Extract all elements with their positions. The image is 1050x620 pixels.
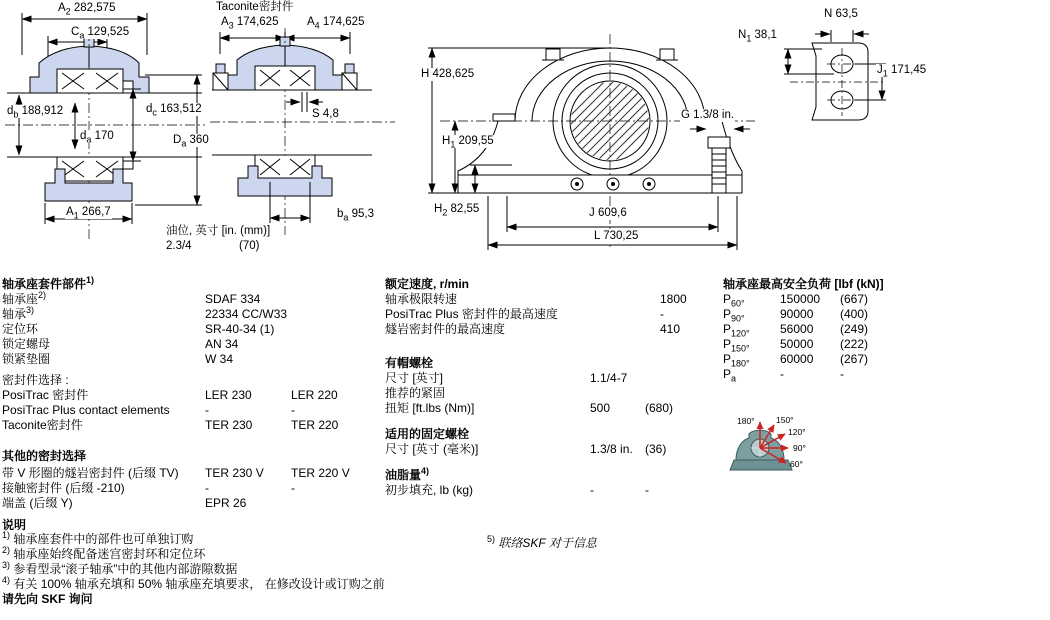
dim-a2: $A_2$ 282,575 xyxy=(58,2,116,17)
oil-level-inches: 2.3/4 xyxy=(166,240,192,252)
dim-ca: $C_a$ 129,525 xyxy=(71,26,130,41)
angle-label: 150° xyxy=(776,415,794,425)
footnote-5: $^{5)}$ 联络SKF 对于信息 xyxy=(487,534,597,550)
cap-bolt-rec-row: 推荐的紧固 xyxy=(385,386,446,400)
loads-header: 轴承座最高安全负荷 [lbf (kN)] xyxy=(723,277,884,291)
angle-label: 120° xyxy=(788,427,806,437)
load-row: $P_{180^\circ}$ 60000 (267) xyxy=(723,352,869,369)
speed-row: 轴承极限转速 1800 xyxy=(385,292,687,306)
load-row: $P_{90^\circ}$ 90000 (400) xyxy=(723,307,869,324)
note-item: $^{3)}$ 参看型录“滚子轴承”中的其他内部游隙数据 xyxy=(2,560,238,576)
dim-j: J 609,6 xyxy=(589,207,627,219)
dim-j1: $J_1$ 171,45 xyxy=(877,64,927,79)
oil-level-mm: (70) xyxy=(239,240,260,252)
cap-bolt-size-row: 尺寸 [英寸] 1.1/4-7 xyxy=(385,371,628,385)
drawing2-title: Taconite密封件 xyxy=(216,1,294,13)
seal-select-header: 密封件选择 : xyxy=(2,373,69,387)
parts-row: 锁紧垫圈 W 34 xyxy=(2,352,234,366)
angle-label: 180° xyxy=(737,416,755,426)
grease-header: 油脂量$^{4)}$ xyxy=(385,466,430,482)
dim-a3: $A_3$ 174,625 xyxy=(221,16,279,31)
angle-label: 90° xyxy=(793,443,806,453)
attach-bolts-header: 适用的固定螺栓 xyxy=(385,427,470,441)
grease-fitting xyxy=(708,137,730,148)
dim-Da: $D_a$ 360 xyxy=(173,134,209,149)
load-row: $P_{120^\circ}$ 56000 (249) xyxy=(723,322,869,339)
dim-ba: $b_a$ 95,3 xyxy=(337,208,375,223)
dim-h: H 428,625 xyxy=(421,68,475,80)
dim-n: N 63,5 xyxy=(824,8,858,20)
load-row: $P_a$ - - xyxy=(723,367,844,384)
dim-h2: $H_2$ 82,55 xyxy=(434,203,480,218)
grease-row: 初步填充, lb (kg) - - xyxy=(385,483,649,497)
speeds-header: 额定速度, r/min xyxy=(385,277,470,291)
dim-db: $d_b$ 188,912 xyxy=(7,105,64,120)
other-seals-header: 其他的密封选择 xyxy=(2,449,87,463)
dim-g: G 1.3/8 in. xyxy=(681,109,735,121)
seal-row: Taconite密封件 TER 230 TER 220 xyxy=(2,418,339,432)
dim-da: $d_a$ 170 xyxy=(80,130,114,145)
parts-row: 定位环 SR-40-34 (1) xyxy=(2,322,275,336)
speed-row: PosiTrac Plus 密封件的最高速度 - xyxy=(385,307,664,321)
angle-label: 60° xyxy=(790,459,803,469)
notes-header: 说明 xyxy=(2,518,27,532)
note-item: $^{1)}$ 轴承座套件中的部件也可单独订购 xyxy=(2,530,194,546)
dim-a4: $A_4$ 174,625 xyxy=(307,16,365,31)
speed-row: 燧岩密封件的最高速度 410 xyxy=(385,322,681,336)
parts-row: 锁定螺母 AN 34 xyxy=(2,337,239,351)
dim-h1: $H_1$ 209,55 xyxy=(442,135,494,150)
seal-row: PosiTrac 密封件 LER 230 LER 220 xyxy=(2,388,338,402)
load-row: $P_{150^\circ}$ 50000 (222) xyxy=(723,337,869,354)
note-item: $^{4)}$ 有关 100% 轴承充填和 50% 轴承座充填要求， 在修改设计或订购之前 xyxy=(2,575,385,591)
parts-header: 轴承座套件部件$^{1)}$ xyxy=(2,275,95,291)
notes-footer: 请先向 SKF 询问 xyxy=(2,592,93,606)
dim-dc: $d_c$ 163,512 xyxy=(146,103,202,118)
dim-a1: $A_1$ 266,7 xyxy=(66,206,111,221)
attach-bolt-size-row: 尺寸 [英寸 (毫米)] 1.3/8 in. (36) xyxy=(385,442,667,456)
parts-row: 轴承座$^{2)}$ SDAF 334 xyxy=(2,290,261,306)
dim-s: S 4,8 xyxy=(312,108,339,120)
oil-level-label: 油位, 英寸 [in. (mm)] xyxy=(166,225,271,237)
other-seal-row: 端盖 (后缀 Y) EPR 26 xyxy=(2,496,247,510)
dim-n1: $N_1$ 38,1 xyxy=(738,29,777,44)
other-seal-row: 接触密封件 (后缀 -210) - - xyxy=(2,481,295,495)
parts-row: 轴承$^{3)}$ 22334 CC/W33 xyxy=(2,305,288,321)
dim-l: L 730,25 xyxy=(594,230,639,242)
load-row: $P_{60^\circ}$ 150000 (667) xyxy=(723,292,869,309)
other-seal-row: 带 V 形圈的燧岩密封件 (后缀 TV) TER 230 V TER 220 V xyxy=(2,466,350,480)
note-item: $^{2)}$ 轴承座始终配备迷宫密封环和定位环 xyxy=(2,545,206,561)
cap-bolt-torque-row: 扭矩 [ft.lbs (Nm)] 500 (680) xyxy=(385,401,674,415)
seal-row: PosiTrac Plus contact elements - - xyxy=(2,403,295,417)
cap-bolts-header: 有帽螺栓 xyxy=(385,356,434,370)
